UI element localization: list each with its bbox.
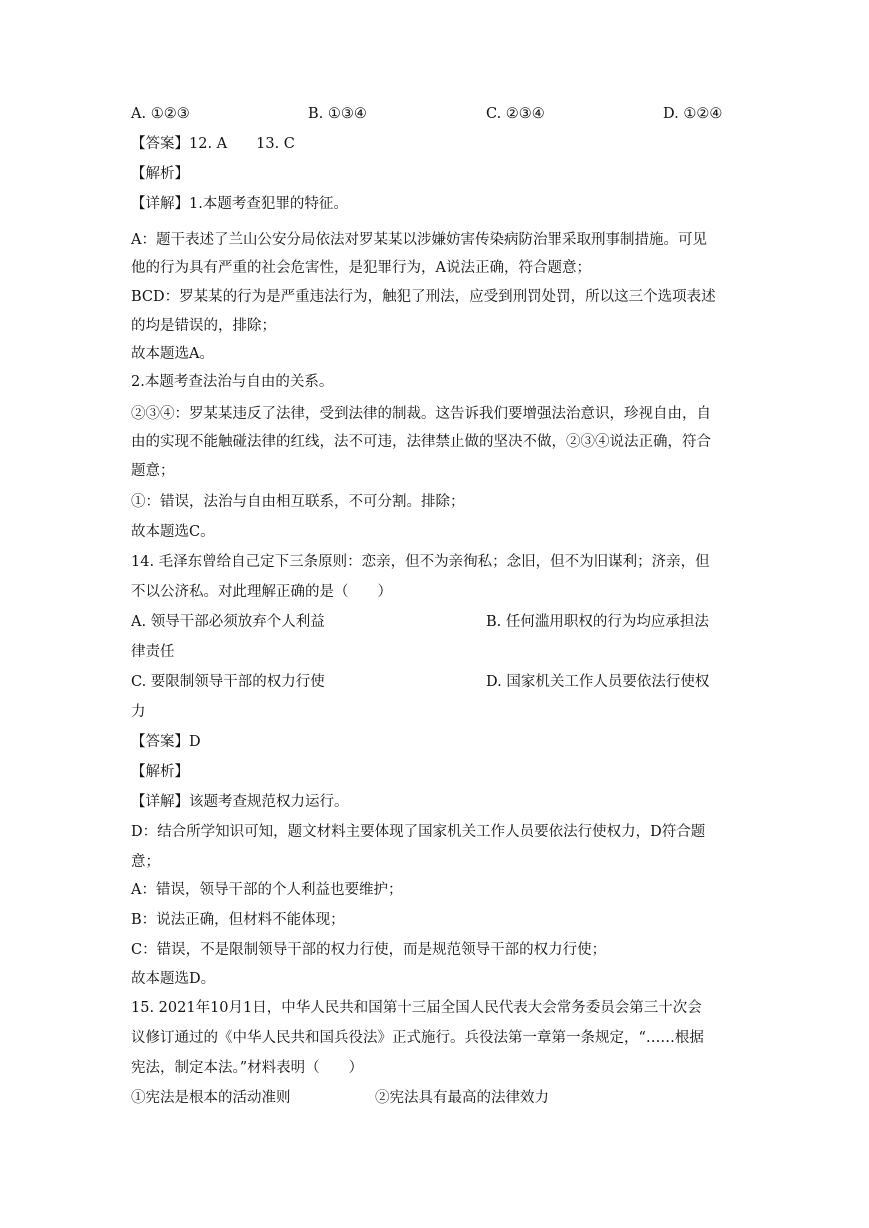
q14-option-b-cont: 律责任 <box>131 644 175 660</box>
explanation-line: 他的行为具有严重的社会危害性，是犯罪行为，A说法正确，符合题意； <box>131 260 591 276</box>
detail-heading: 【详解】该题考查规范权力运行。 <box>131 794 349 810</box>
conclusion-line: 故本题选D。 <box>131 971 216 987</box>
q14-options-row-2 <box>131 672 741 692</box>
answer-14: 【答案】D <box>131 734 201 750</box>
q15-statement-2: ②宪法具有最高的法律效力 <box>375 1090 549 1106</box>
explanation-line: A：题干表述了兰山公安分局依法对罗某某以涉嫌妨害传染病防治罪采取刑事制措施。可见 <box>131 232 707 248</box>
explanation-line: D：结合所学知识可知，题文材料主要体现了国家机关工作人员要依法行使权力，D符合题 <box>131 824 706 840</box>
explanation-line: 意； <box>131 854 160 870</box>
topic-line: 2.本题考查法治与自由的关系。 <box>131 374 334 390</box>
q14-options-row-1 <box>131 612 741 632</box>
q13-option-a: A. ①②③ <box>131 106 190 122</box>
question-14-stem: 14. 毛泽东曾给自己定下三条原则：恋亲，但不为亲徇私；念旧，但不为旧谋利；济亲，但 <box>131 554 710 570</box>
question-14-stem-cont: 不以公济私。对此理解正确的是（ ） <box>131 584 392 600</box>
q14-option-c: C. 要限制领导干部的权力行使 <box>131 674 325 690</box>
explanation-line: C：错误，不是限制领导干部的权力行使，而是规范领导干部的权力行使； <box>131 942 607 958</box>
q13-option-c: C. ②③④ <box>486 106 545 122</box>
explanation-line: BCD：罗某某的行为是严重违法行为，触犯了刑法，应受到刑罚处罚，所以这三个选项表述 <box>131 289 716 305</box>
q13-option-b: B. ①③④ <box>308 106 367 122</box>
q15-statement-1: ①宪法是根本的活动准则 <box>131 1090 291 1106</box>
explanation-line: ②③④：罗某某违反了法律，受到法律的制裁。这告诉我们要增强法治意识，珍视自由，自 <box>131 406 711 422</box>
explanation-line: ①：错误，法治与自由相互联系，不可分割。排除； <box>131 494 465 510</box>
q15-statements-row <box>131 1088 741 1108</box>
explanation-line: 由的实现不能触碰法律的红线，法不可违，法律禁止做的坚决不做，②③④说法正确，符合 <box>131 434 711 450</box>
q14-option-d: D. 国家机关工作人员要依法行使权 <box>486 674 710 690</box>
q13-options-row <box>131 104 741 124</box>
question-15-stem-cont: 宪法，制定本法。”材料表明（ ） <box>131 1060 364 1076</box>
conclusion-line: 故本题选C。 <box>131 524 215 540</box>
q14-option-d-cont: 力 <box>131 704 146 720</box>
analysis-label: 【解析】 <box>131 166 189 182</box>
explanation-line: A：错误，领导干部的个人利益也要维护； <box>131 882 403 898</box>
q14-option-a: A. 领导干部必须放弃个人利益 <box>131 614 325 630</box>
analysis-label: 【解析】 <box>131 764 189 780</box>
explanation-line: B：说法正确，但材料不能体现； <box>131 912 345 928</box>
q13-option-d: D. ①②④ <box>663 106 723 122</box>
explanation-line: 题意； <box>131 463 175 479</box>
detail-heading: 【详解】1.本题考查犯罪的特征。 <box>131 196 348 212</box>
question-15-stem: 15. 2021年10月1日，中华人民共和国第十三届全国人民代表大会常务委员会第三十次会 <box>131 1000 702 1016</box>
explanation-line: 的均是错误的，排除； <box>131 318 276 334</box>
question-15-stem-cont: 议修订通过的《中华人民共和国兵役法》正式施行。兵役法第一章第一条规定，“……根据 <box>131 1030 704 1046</box>
conclusion-line: 故本题选A。 <box>131 346 214 362</box>
q14-option-b: B. 任何滥用职权的行为均应承担法 <box>486 614 709 630</box>
answer-12-13: 【答案】12. A 13. C <box>131 136 295 152</box>
